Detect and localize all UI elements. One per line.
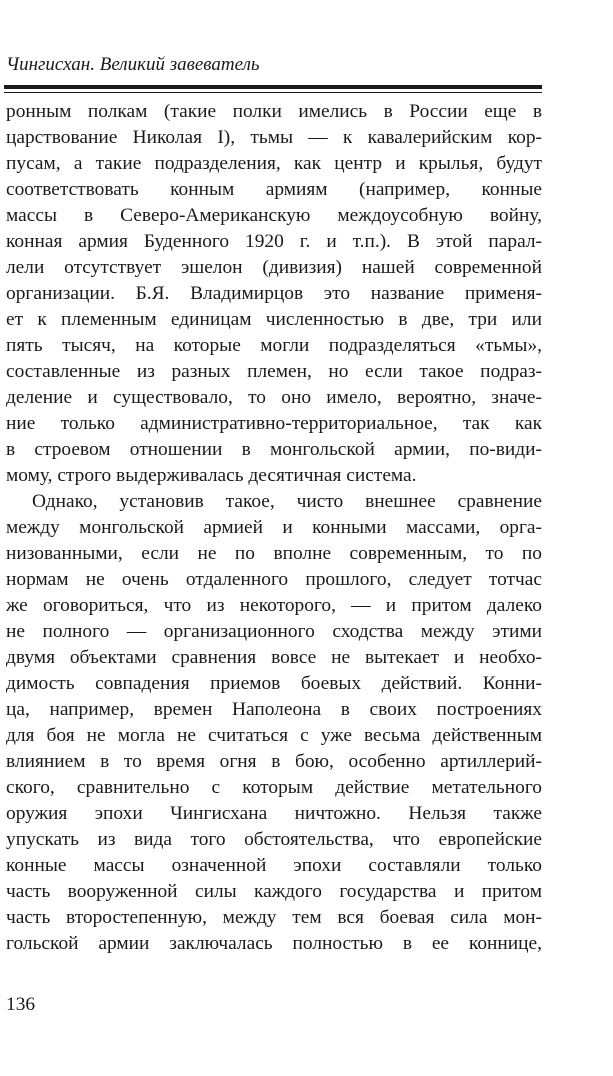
text-line: лели отсутствует эшелон (дивизия) нашей современной	[6, 257, 542, 278]
text-line: царствование Николая I), тьмы — к кавалерийским кор-	[6, 127, 542, 148]
text-line: оружия эпохи Чингисхана ничтожно. Нельзя также	[6, 803, 542, 824]
text-line: ского, сравнительно с которым действие метательного	[6, 777, 542, 798]
text-line: низованными, если не по вполне современным, то по	[6, 543, 542, 564]
text-line: гольской армии заключалась полностью в ее коннице,	[6, 933, 542, 954]
text-line: упускать из вида того обстоятельства, что европейские	[6, 829, 542, 850]
text-line: массы в Северо-Американскую междоусобную войну,	[6, 205, 542, 226]
body-text	[6, 99, 542, 957]
text-line: соответствовать конным армиям (например, конные	[6, 179, 542, 200]
text-line: димость совпадения приемов боевых действий. Конни-	[6, 673, 542, 694]
text-line: ца, например, времен Наполеона в своих построениях	[6, 699, 542, 720]
text-line: конные массы означенной эпохи составляли только	[6, 855, 542, 876]
text-line: пусам, а такие подразделения, как центр и крылья, будут	[6, 153, 542, 174]
text-line: конная армия Буденного 1920 г. и т.п.). В этой парал-	[6, 231, 542, 252]
text-line: часть вооруженной силы каждого государства и притом	[6, 881, 542, 902]
text-line: мому, строго выдерживалась десятичная система.	[6, 465, 417, 486]
text-line: пять тысяч, на которые могли подразделяться «тьмы»,	[6, 335, 542, 356]
running-header: Чингисхан. Великий завеватель	[6, 54, 260, 75]
header-rule-thin	[4, 92, 542, 93]
text-line: двумя объектами сравнения вовсе не вытекает и необхо-	[6, 647, 542, 668]
text-line: Однако, установив такое, чисто внешнее сравнение	[32, 491, 542, 512]
text-line: часть второстепенную, между тем вся боевая сила мон-	[6, 907, 542, 928]
text-line: нормам не очень отдаленного прошлого, следует тотчас	[6, 569, 542, 590]
text-line: между монгольской армией и конными массами, орга-	[6, 517, 542, 538]
header-rule-thick	[4, 85, 542, 89]
page-number: 136	[6, 994, 36, 1015]
text-line: не полного — организационного сходства между этими	[6, 621, 542, 642]
text-line: для боя не могла не считаться с уже весьма действенным	[6, 725, 542, 746]
text-line: ет к племенным единицам численностью в две, три или	[6, 309, 542, 330]
text-line: составленные из разных племен, но если такое подраз-	[6, 361, 542, 382]
text-line: ронным полкам (такие полки имелись в России еще в	[6, 101, 542, 122]
text-line: в строевом отношении в монгольской армии, по-види-	[6, 439, 542, 460]
text-line: же оговориться, что из некоторого, — и притом далеко	[6, 595, 542, 616]
text-line: деление и существовало, то оно имело, вероятно, значе-	[6, 387, 542, 408]
text-line: организации. Б.Я. Владимирцов это название применя-	[6, 283, 542, 304]
text-line: ние только административно-территориальное, так как	[6, 413, 542, 434]
text-line: влиянием в то время огня в бою, особенно артиллерий-	[6, 751, 542, 772]
